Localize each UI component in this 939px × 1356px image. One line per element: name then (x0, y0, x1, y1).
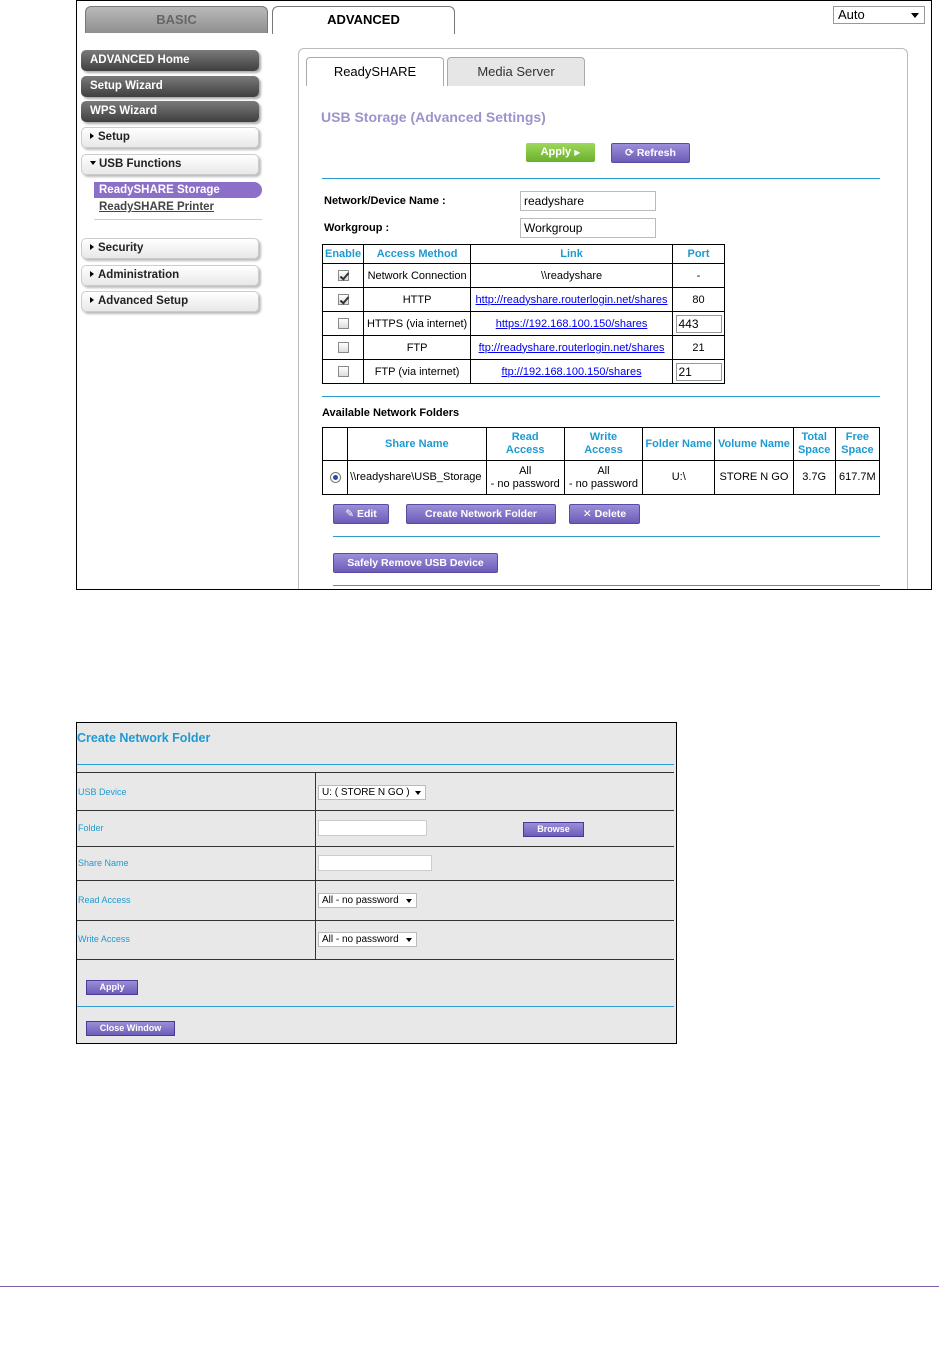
sidebar-item-label: Advanced Setup (98, 295, 189, 307)
port-input[interactable]: 21 (676, 363, 722, 381)
header-line: Space (797, 444, 831, 456)
table-row (323, 336, 725, 360)
header-line: Space (841, 444, 874, 456)
header-line: Total (801, 431, 827, 443)
triangle-right-icon (90, 244, 94, 250)
column-header-read-access (486, 428, 564, 461)
link-cell[interactable] (471, 360, 673, 384)
apply-button[interactable] (526, 143, 595, 162)
usb-device-select[interactable] (318, 785, 426, 800)
chevron-down-icon (415, 791, 421, 795)
access-method-table (322, 244, 725, 384)
safely-remove-usb-button[interactable]: Safely Remove USB Device (333, 553, 498, 573)
dialog-row-divider (77, 959, 674, 960)
page-title: USB Storage (Advanced Settings) (321, 109, 546, 125)
cell-line: - no password (490, 477, 560, 490)
port-cell[interactable] (673, 360, 725, 384)
refresh-icon: ⟳ (625, 147, 634, 159)
dialog-row-divider (77, 772, 674, 773)
sidebar-item-label: Security (98, 242, 144, 254)
table-row (323, 360, 725, 384)
port-cell: - (673, 264, 725, 288)
column-header: Access Method (364, 245, 471, 264)
table-row (323, 264, 725, 288)
refresh-button[interactable] (611, 143, 690, 163)
sidebar-item-setup[interactable] (81, 127, 259, 148)
column-header-select (323, 428, 348, 461)
port-cell: 80 (673, 288, 725, 312)
divider (333, 536, 880, 537)
sidebar-item-label: USB Functions (99, 158, 182, 170)
enable-checkbox[interactable] (338, 318, 349, 329)
folders-title: Available Network Folders (322, 407, 460, 419)
folder-radio[interactable] (330, 472, 341, 483)
sidebar-item-setup-wizard[interactable]: Setup Wizard (81, 76, 259, 97)
write-access-cell (564, 461, 642, 495)
share-link[interactable]: https://192.168.100.150/shares (495, 317, 648, 330)
write-access-label: Write Access (78, 934, 130, 944)
triangle-right-icon (90, 133, 94, 139)
pencil-icon: ✎ (345, 508, 355, 520)
header-line: Free (845, 431, 869, 443)
sidebar-item-label: Setup (98, 131, 130, 143)
dialog-row-divider (77, 810, 674, 811)
page-footer-rule (0, 1286, 939, 1287)
close-icon: ✕ (582, 508, 592, 520)
triangle-right-icon (90, 297, 94, 303)
access-method-cell: HTTP (364, 288, 471, 312)
enable-cell[interactable] (323, 288, 364, 312)
access-method-cell: FTP (via internet) (364, 360, 471, 384)
share-name-input[interactable] (318, 855, 432, 871)
edit-button-label: Edit (356, 508, 377, 520)
table-row (323, 312, 725, 336)
sidebar-divider (94, 219, 262, 220)
usb-storage-screenshot (76, 0, 932, 590)
column-header: Port (673, 245, 725, 264)
write-access-select[interactable] (318, 932, 417, 947)
column-header-share-name: Share Name (348, 428, 486, 461)
enable-cell[interactable] (323, 360, 364, 384)
table-row (323, 288, 725, 312)
sidebar-item-advanced-setup[interactable] (81, 291, 259, 312)
table-header-row (323, 245, 725, 264)
divider (322, 178, 880, 179)
sidebar-item-label: Administration (98, 269, 180, 281)
triangle-right-icon (90, 271, 94, 277)
device-name-label: Network/Device Name : (324, 195, 446, 207)
sidebar-item-administration[interactable] (81, 265, 259, 286)
language-value: Auto (838, 7, 865, 22)
divider (333, 585, 880, 586)
create-folder-dialog (76, 722, 677, 1044)
write-access-value: All - no password (322, 934, 399, 945)
triangle-down-icon (90, 161, 96, 165)
sidebar-subitem-readyshare-printer[interactable]: ReadySHARE Printer (99, 201, 215, 213)
folder-name-cell: U:\ (643, 461, 715, 495)
column-header: Enable (323, 245, 364, 264)
table-row[interactable] (323, 461, 880, 495)
edit-button[interactable] (333, 504, 389, 524)
folder-label: Folder (78, 823, 104, 833)
usb-device-value: U: ( STORE N GO ) (322, 787, 410, 798)
create-network-folder-button[interactable]: Create Network Folder (406, 504, 556, 524)
network-folders-table (322, 427, 880, 495)
access-method-cell: Network Connection (364, 264, 471, 288)
column-header-write-access (564, 428, 642, 461)
read-access-label: Read Access (78, 895, 131, 905)
chevron-down-icon (911, 13, 919, 18)
tab-readyshare[interactable]: ReadySHARE (306, 57, 444, 86)
read-access-value: All - no password (322, 895, 399, 906)
access-method-cell: FTP (364, 336, 471, 360)
port-cell: 21 (673, 336, 725, 360)
header-line: Write (589, 431, 618, 443)
column-header-folder-name: Folder Name (643, 428, 715, 461)
share-link[interactable]: ftp://192.168.100.150/shares (501, 365, 642, 378)
column-header: Link (471, 245, 673, 264)
tab-basic[interactable]: BASIC (85, 6, 268, 33)
access-method-cell: HTTPS (via internet) (364, 312, 471, 336)
header-line: Access (505, 444, 545, 456)
cell-line: - no password (568, 477, 638, 490)
free-space-cell: 617.7M (835, 461, 879, 495)
arrow-right-icon: ▶ (574, 148, 581, 157)
chevron-down-icon (406, 938, 412, 942)
cell-line: All (519, 464, 532, 477)
cell-line: All (597, 464, 610, 477)
enable-checkbox[interactable] (338, 294, 349, 305)
sidebar-item-advanced-home[interactable]: ADVANCED Home (81, 50, 259, 71)
dialog-row-divider (77, 880, 674, 881)
dialog-title: Create Network Folder (77, 731, 211, 745)
column-header-total-space (793, 428, 835, 461)
column-divider (315, 772, 316, 960)
enable-checkbox[interactable] (338, 342, 349, 353)
header-line: Read (511, 431, 539, 443)
access-table-body (323, 264, 725, 384)
language-select[interactable] (833, 6, 925, 24)
workgroup-label: Workgroup : (324, 222, 390, 234)
divider (322, 396, 880, 397)
column-header-volume-name: Volume Name (715, 428, 793, 461)
folder-select-cell[interactable] (323, 461, 348, 495)
sidebar-subitem-readyshare-storage[interactable]: ReadySHARE Storage (94, 182, 262, 198)
port-cell[interactable] (673, 312, 725, 336)
link-cell[interactable] (471, 312, 673, 336)
link-cell: \\readyshare (471, 264, 673, 288)
column-header-free-space (835, 428, 879, 461)
read-access-cell (486, 461, 564, 495)
refresh-button-label: Refresh (636, 147, 676, 159)
workgroup-input[interactable]: Workgroup (520, 218, 656, 238)
total-space-cell: 3.7G (793, 461, 835, 495)
sidebar-item-security[interactable] (81, 238, 259, 259)
share-name-label: Share Name (78, 858, 129, 868)
content-panel (298, 48, 908, 590)
dialog-row-divider (77, 846, 674, 847)
close-window-button[interactable]: Close Window (86, 1021, 175, 1036)
chevron-down-icon (406, 899, 412, 903)
browse-button[interactable]: Browse (523, 822, 584, 837)
device-name-input[interactable]: readyshare (520, 191, 656, 211)
header-line: Access (584, 444, 623, 456)
enable-cell[interactable] (323, 336, 364, 360)
usb-device-label: USB Device (78, 787, 127, 797)
table-header-row (323, 428, 880, 461)
read-access-select[interactable] (318, 893, 417, 908)
share-link[interactable]: http://readyshare.routerlogin.net/shares (475, 293, 668, 306)
volume-name-cell: STORE N GO (715, 461, 793, 495)
enable-checkbox[interactable] (338, 270, 349, 281)
dialog-apply-button[interactable]: Apply (86, 980, 138, 995)
folder-input[interactable] (318, 820, 427, 836)
enable-cell[interactable] (323, 312, 364, 336)
delete-button-label: Delete (594, 508, 627, 520)
enable-cell[interactable] (323, 264, 364, 288)
divider (77, 764, 674, 765)
port-input[interactable]: 443 (676, 315, 722, 333)
share-link[interactable]: ftp://readyshare.routerlogin.net/shares (478, 341, 665, 354)
tab-media-server[interactable]: Media Server (447, 57, 585, 86)
link-cell[interactable] (471, 288, 673, 312)
sidebar-item-wps-wizard[interactable]: WPS Wizard (81, 101, 259, 122)
tab-advanced[interactable]: ADVANCED (272, 6, 455, 34)
apply-button-label: Apply (540, 146, 572, 158)
sidebar-item-usb-functions[interactable] (81, 154, 259, 175)
divider (77, 1006, 674, 1007)
delete-button[interactable] (569, 504, 640, 524)
share-name-cell: \\readyshare\USB_Storage (348, 461, 486, 495)
dialog-row-divider (77, 920, 674, 921)
link-cell[interactable] (471, 336, 673, 360)
enable-checkbox[interactable] (338, 366, 349, 377)
